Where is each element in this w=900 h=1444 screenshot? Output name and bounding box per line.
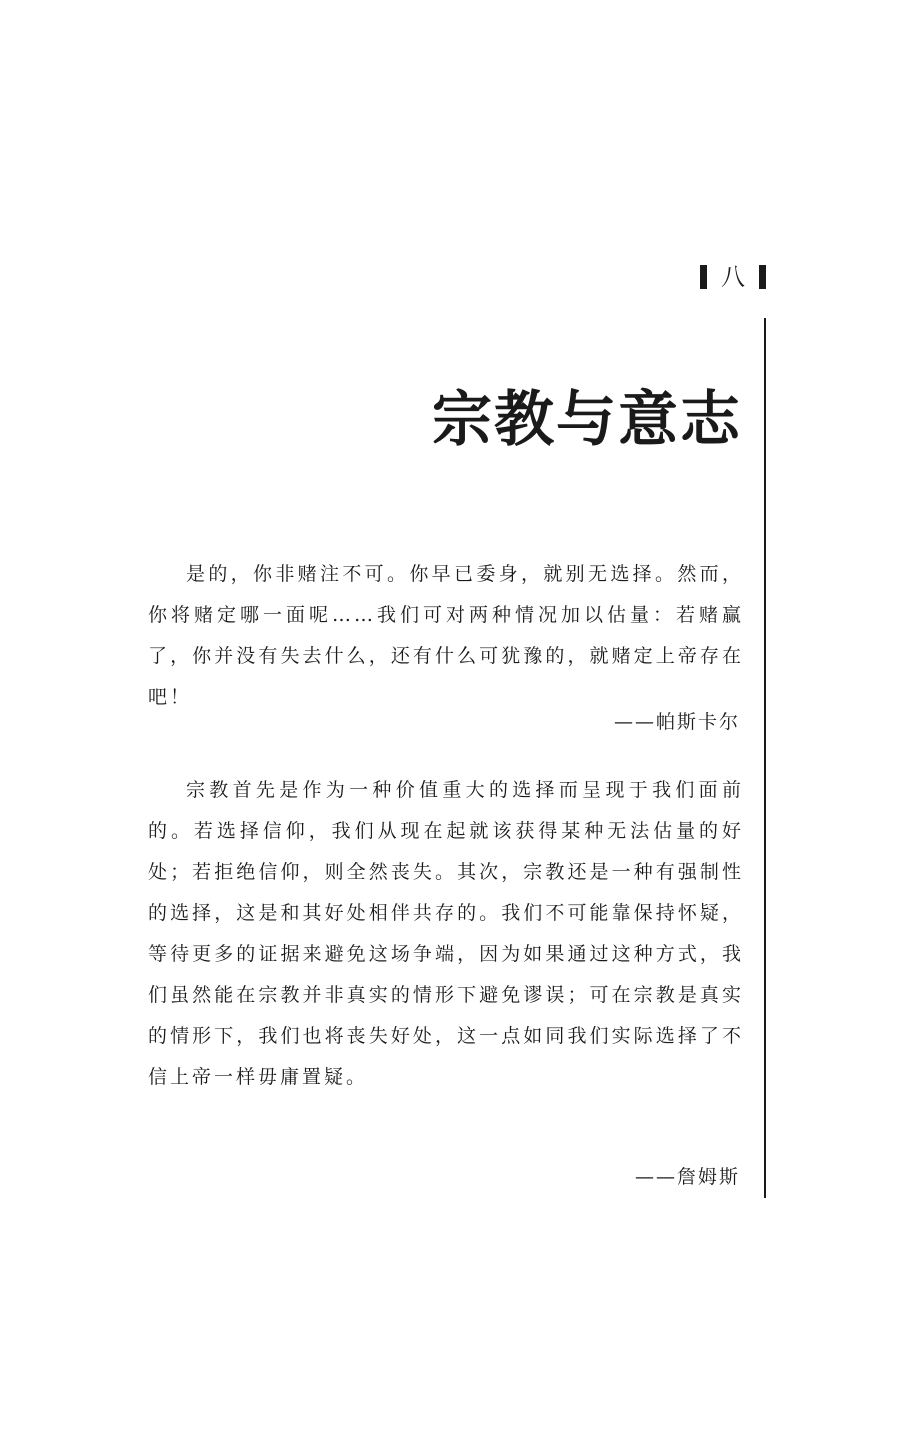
chapter-number-left-bar <box>700 265 707 289</box>
epigraph-attribution: ——帕斯卡尔 <box>613 711 740 733</box>
margin-rule <box>764 318 766 1198</box>
chapter-number <box>700 262 766 292</box>
chapter-number-right-bar <box>759 265 766 289</box>
main-quote-attribution: ——詹姆斯 <box>634 1166 740 1188</box>
chapter-number-text: 八 <box>721 263 745 291</box>
epigraph-quote: 是的，你非赌注不可。你早已委身，就别无选择。然而，你将赌定哪一面呢……我们可对两种情况加以估量：若赌赢了，你并没有失去什么，还有什么可犹豫的，就赌定上帝存在吧！ <box>148 563 744 708</box>
chapter-title: 宗教与意志 <box>432 385 742 455</box>
main-quote: 宗教首先是作为一种价值重大的选择而呈现于我们面前的。若选择信仰，我们从现在起就该获得某种无法估量的好处；若拒绝信仰，则全然丧失。其次，宗教还是一种有强制性的选择，这是和其好处相伴共存的。我们不可能靠保持怀疑，等待更多的证据来避免这场争端，因为如果通过这种方式，我们虽然能在宗教并非真实的情形下避免谬误；可在宗教是真实的情形下，我们也将丧失好处，这一点如同我们实际选择了不信上帝一样毋庸置疑。 <box>148 779 744 1088</box>
